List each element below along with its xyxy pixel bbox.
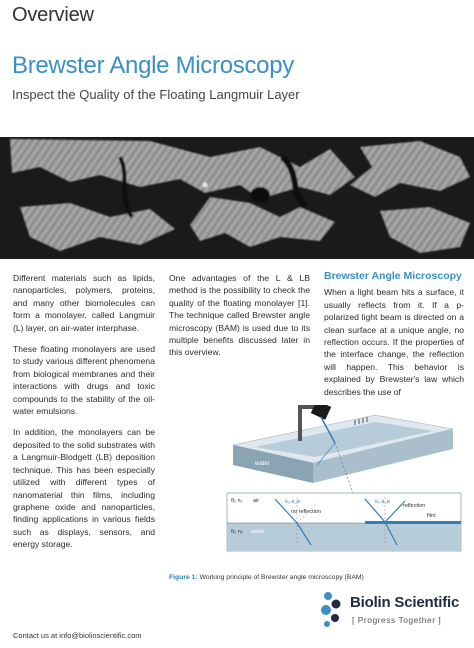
brand-tagline: [ Progress Together ] xyxy=(352,615,442,625)
paragraph: Different materials such as lipids, nanoparticles, polymers, proteins, and many other biomolecules can form a monolayer, called Langmuir (L) layer, on air-water interphase. xyxy=(13,273,155,333)
figure-caption xyxy=(169,574,364,581)
angle-label-1: θ₁=θ_B xyxy=(285,499,300,504)
film-label: film xyxy=(427,513,436,519)
reflection-label: reflection xyxy=(403,503,426,509)
no-reflection-label: no reflection xyxy=(291,509,321,515)
page-subtitle: Inspect the Quality of the Floating Langmuir Layer xyxy=(12,87,300,102)
bam-principle-diagram xyxy=(225,405,465,565)
section-label: Overview xyxy=(12,4,94,26)
middle-column xyxy=(169,272,310,368)
paragraph: When a light beam hits a surface, it usually reflects from it. If a p-polarized light beam is directed on a clean surface at a unique angle, no reflection occurs. If the properties of the interface change, the reflection will happen. This behavior is explained by Brewster's law which describes the use of xyxy=(324,287,464,397)
paragraph: In addition, the monolayers can be deposited to the solid substrates with a Langmuir-Blodgett (LB) deposition technique. This has been especially utilized with different types of nanomaterial thin films, including graphene oxide and nanoparticles, finding applications in various fields such as displays, sensors, and energy storage. xyxy=(13,427,155,550)
bam-microscopy-image xyxy=(0,137,474,259)
brand-name: Biolin Scientific xyxy=(350,594,460,611)
air-label: air xyxy=(253,498,260,504)
intro-column xyxy=(13,272,155,560)
biolin-logo xyxy=(316,590,466,642)
section-heading: Brewster Angle Microscopy xyxy=(324,270,462,282)
contact-link[interactable]: Contact us at info@biolinscientific.com xyxy=(13,631,142,640)
angle-label-2: θ₁=θ_B xyxy=(375,499,390,504)
paragraph: These floating monolayers are used to study various different phenomena from biological membranes and their interactions with drugs and toxic compounds to the stability of the oil-water emulsions. xyxy=(13,344,155,417)
caption-label: Figure 1: xyxy=(169,574,198,581)
n2-label: θ₂ n₂ xyxy=(231,529,243,535)
water-label-inset: water xyxy=(251,529,265,535)
caption-text: Working principle of Brewster angle microscopy (BAM) xyxy=(197,574,364,581)
water-label: water xyxy=(255,461,270,467)
logo-mark-icon xyxy=(316,590,346,630)
bam-column xyxy=(324,270,464,407)
page-title: Brewster Angle Microscopy xyxy=(12,52,294,79)
n1-label: θ₁ n₁ xyxy=(231,498,243,504)
paragraph: One advantages of the L & LB method is the possibility to check the quality of the floating monolayer [1]. The technique called Brewster angle microscopy (BAM) is used due to its multiple benefits discussed later in this overview. xyxy=(169,273,310,358)
